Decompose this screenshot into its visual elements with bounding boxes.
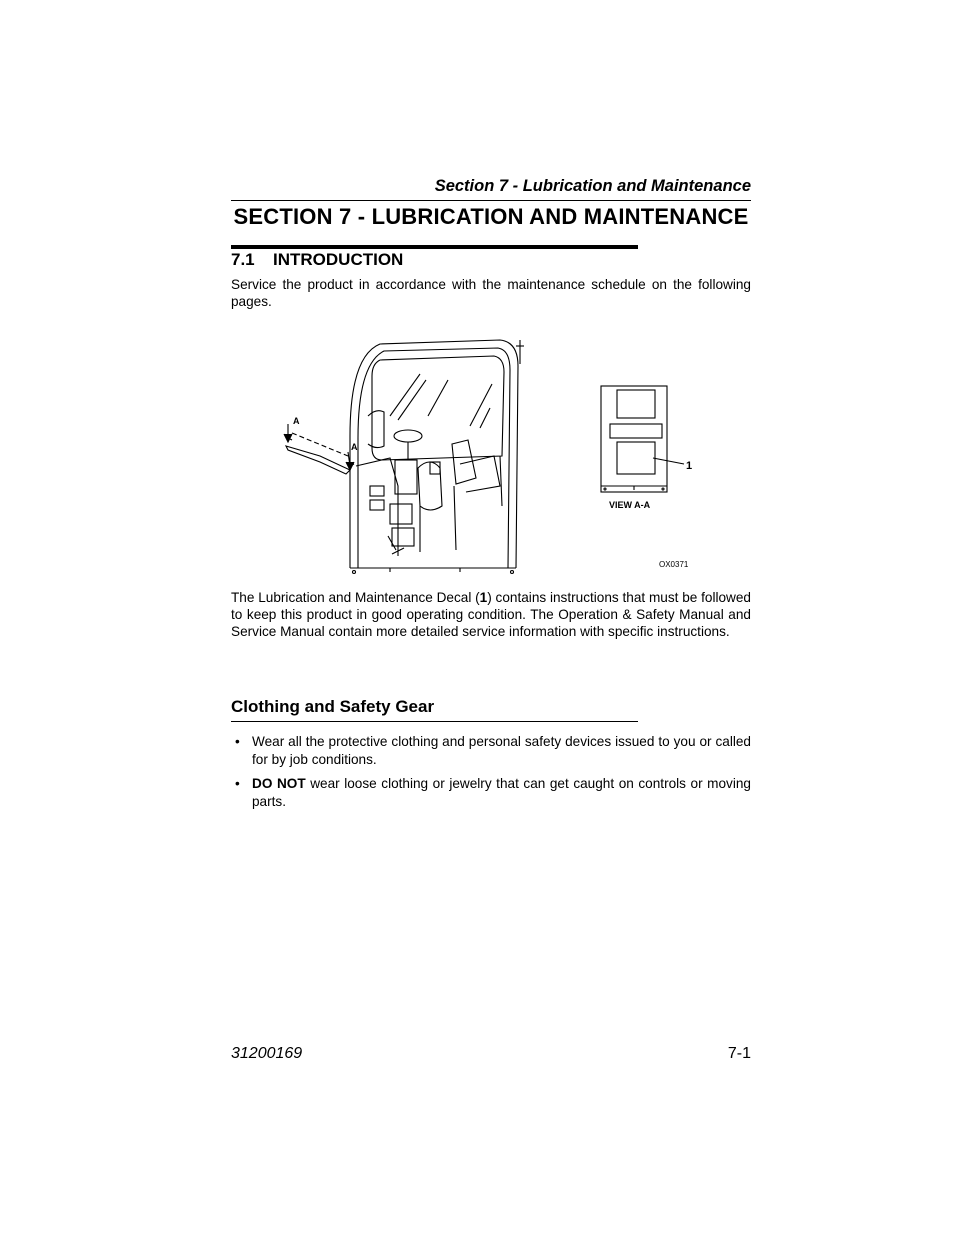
decal-text-b: ) contains instructions that must be followed to keep this product in good operating condition. The Operation & Safety Manual and Service Manual contain more detailed service information with specific instructions. [231, 590, 751, 639]
label-a-right: A [351, 442, 358, 452]
list-item-text: wear loose clothing or jewelry that can get caught on controls or moving parts. [252, 776, 751, 809]
bullet-dot: • [235, 776, 240, 791]
clothing-bullet-list [231, 733, 751, 817]
decal-text-a: The Lubrication and Maintenance Decal ( [231, 590, 480, 605]
callout-1: 1 [686, 460, 693, 472]
list-item-text: Wear all the protective clothing and personal safety devices issued to you or called for by job conditions. [252, 734, 751, 767]
decal-paragraph [231, 589, 751, 640]
header-rule [231, 200, 751, 201]
list-item-bold: DO NOT [252, 776, 306, 791]
section-cut-arrow [284, 424, 354, 474]
clothing-heading: Clothing and Safety Gear [231, 697, 435, 716]
intro-heading-text: INTRODUCTION [273, 250, 404, 269]
list-item [231, 733, 751, 769]
bullet-dot: • [235, 734, 240, 749]
clothing-rule [231, 721, 638, 722]
cab-outline [350, 340, 524, 574]
decal-view [601, 386, 684, 492]
section-title: SECTION 7 - LUBRICATION AND MAINTENANCE [233, 204, 749, 229]
footer-doc-number: 31200169 [231, 1045, 303, 1062]
view-label: VIEW A-A [609, 500, 651, 510]
cab-illustration [280, 336, 720, 576]
intro-number: 7.1 [231, 250, 255, 269]
figure-id: OX0371 [659, 560, 689, 569]
intro-paragraph: Service the product in accordance with the maintenance schedule on the following pages. [231, 277, 751, 309]
cab-interior [356, 430, 502, 556]
intro-heading [231, 250, 403, 270]
decal-callout-ref: 1 [479, 590, 488, 605]
list-item [231, 775, 751, 811]
label-a-left: A [293, 416, 300, 426]
running-header: Section 7 - Lubrication and Maintenance [434, 177, 751, 195]
footer-page-number: 7-1 [727, 1045, 751, 1062]
section-rule [231, 245, 638, 249]
